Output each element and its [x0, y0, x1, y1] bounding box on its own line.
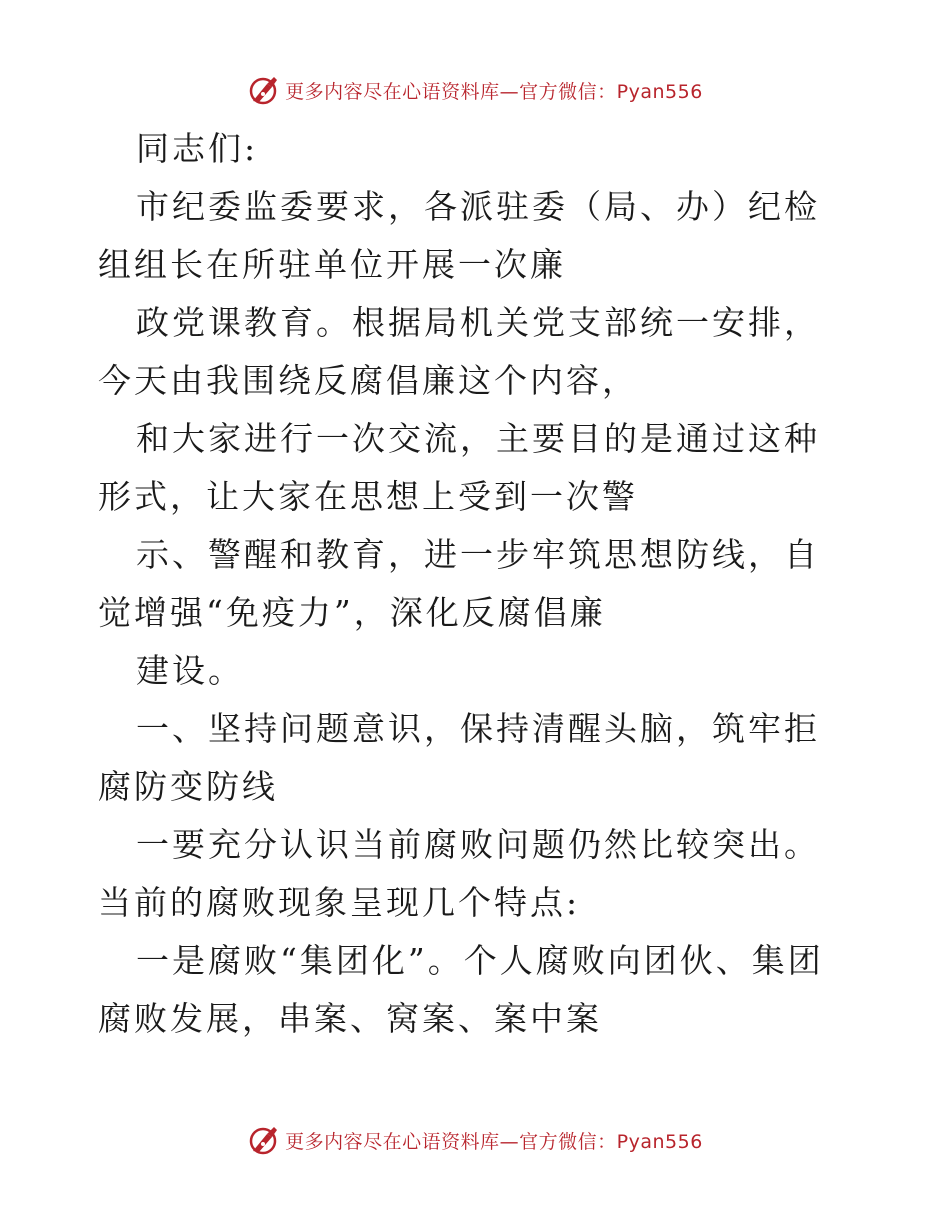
paragraph: 建设。 [136, 651, 244, 690]
paragraph: 市纪委监委要求，各派驻委（局、办）纪检组组长在所驻单位开展一次廉 [98, 187, 820, 284]
pen-nib-logo-icon [247, 1124, 279, 1156]
footer-watermark-text: 更多内容尽在心语资料库—官方微信：Pyan556 [285, 1130, 703, 1153]
footer-watermark-banner [0, 1120, 950, 1160]
paragraph: 和大家进行一次交流，主要目的是通过这种形式，让大家在思想上受到一次警 [98, 419, 820, 516]
pen-nib-logo-icon [247, 74, 279, 106]
header-watermark-banner [0, 70, 950, 110]
document-body [98, 120, 850, 1048]
paragraph: 示、警醒和教育，进一步牢筑思想防线，自觉增强“免疫力”，深化反腐倡廉 [98, 535, 820, 632]
paragraph-greeting: 同志们: [136, 129, 259, 168]
paragraph: 政党课教育。根据局机关党支部统一安排，今天由我围绕反腐倡廉这个内容， [98, 303, 820, 400]
section-heading: 一、坚持问题意识，保持清醒头脑，筑牢拒腐防变防线 [98, 709, 820, 806]
paragraph: 一是腐败“集团化”。个人腐败向团伙、集团腐败发展，串案、窝案、案中案 [98, 941, 824, 1038]
header-watermark-text: 更多内容尽在心语资料库—官方微信：Pyan556 [285, 80, 703, 103]
paragraph: 一要充分认识当前腐败问题仍然比较突出。当前的腐败现象呈现几个特点: [98, 825, 820, 922]
